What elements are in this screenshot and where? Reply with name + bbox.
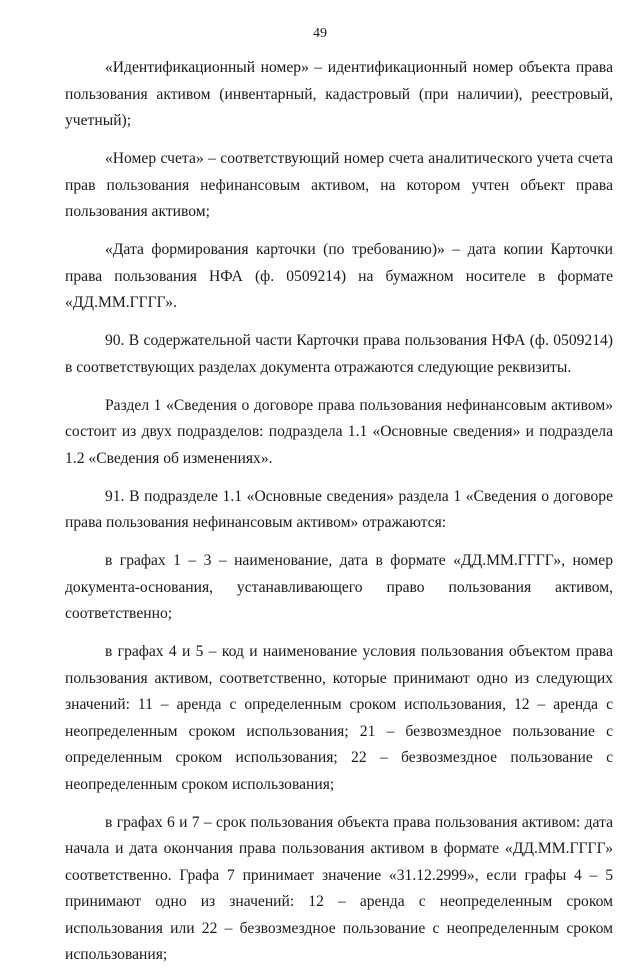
- paragraph-item-91: 91. В подразделе 1.1 «Основные сведения» раздела 1 «Сведения о договоре права пользования нефинансовым активом» отражаются:: [65, 487, 613, 531]
- paragraph-account-number: «Номер счета» – соответствующий номер счета аналитического учета счета прав пользования нефинансовым активом, на котором учтен объект права пользования активом;: [65, 150, 613, 220]
- paragraph-identification-number: «Идентификационный номер» – идентификационный номер объекта права пользования активом (инвентарный, кадастровый (при наличии), реестровый, учетный);: [65, 59, 613, 129]
- document-body: [65, 55, 613, 980]
- paragraph-columns-6-7: в графах 6 и 7 – срок пользования объекта права пользования активом: дата начала и дата окончания права пользования активом в формате «ДД.ММ.ГГГГ» соответственно. Графа 7 принимает значение «31.12.2999», если графы 4 – 5 принимают одно из значений: 12 – аренда с неопределенным сроком использования или 22 – безвозмездное пользование с неопределенным сроком использования;: [65, 813, 613, 963]
- paragraph-item-90: 90. В содержательной части Карточки права пользования НФА (ф. 0509214) в соответствующих разделах документа отражаются следующие реквизиты.: [65, 332, 613, 376]
- page-number: 49: [313, 26, 327, 41]
- paragraph-columns-1-3: в графах 1 – 3 – наименование, дата в формате «ДД.ММ.ГГГГ», номер документа-основания, устанавливающего право пользования активом, соответственно;: [65, 552, 613, 622]
- paragraph-section-1: Раздел 1 «Сведения о договоре права пользования нефинансовым активом» состоит из двух подразделов: подраздела 1.1 «Основные сведения» и подраздела 1.2 «Сведения об изменениях».: [65, 396, 613, 467]
- paragraph-card-date: «Дата формирования карточки (по требованию)» – дата копии Карточки права пользования НФА (ф. 0509214) на бумажном носителе в формате «ДД.ММ.ГГГГ».: [65, 241, 613, 311]
- paragraph-columns-4-5: в графах 4 и 5 – код и наименование условия пользования объектом права пользования активом, соответственно, которые принимают одно из следующих значений: 11 – аренда с определенным сроком использования, 12 – аренда с неопределенным сроком использования; 21 – безвозмездное пользование с определенным сроком использования; 22 – безвозмездное пользование с неопределенным сроком использования;: [65, 643, 613, 793]
